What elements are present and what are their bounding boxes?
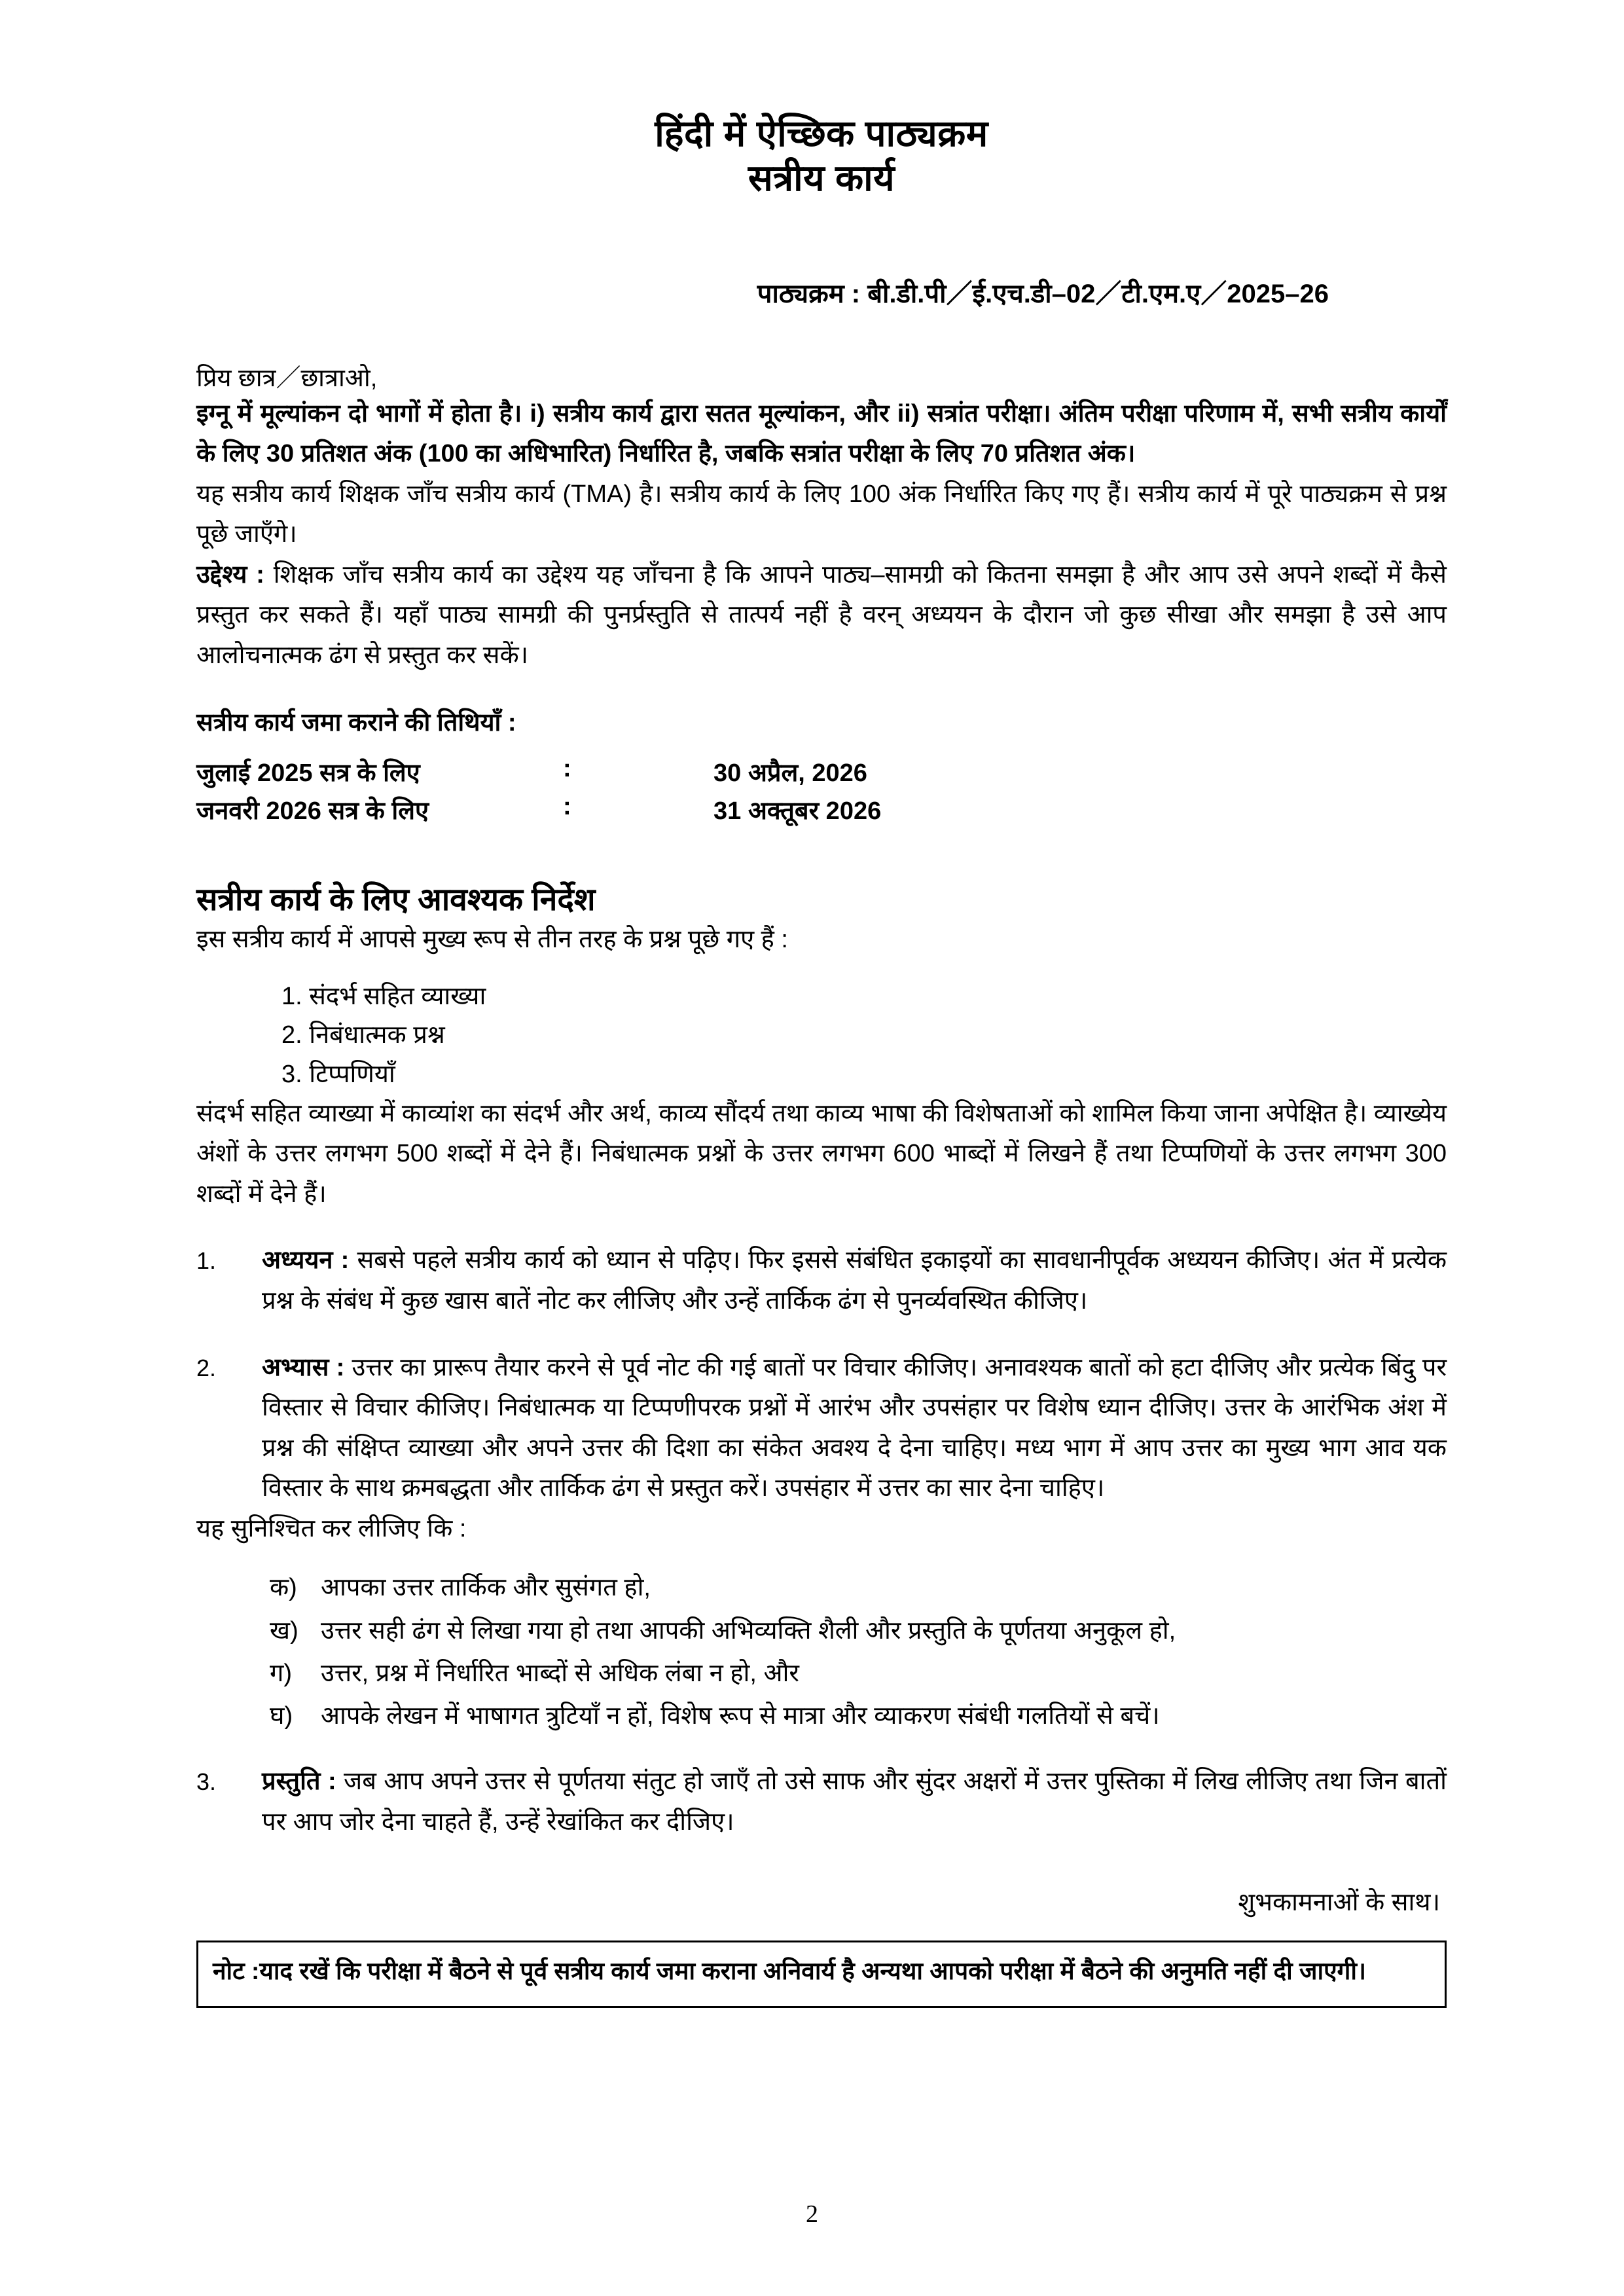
list-item: 1. संदर्भ सहित व्याख्या (281, 983, 486, 1010)
objective-label: उद्देश्य : (196, 560, 264, 589)
question-types-list (281, 977, 1447, 1094)
list-item (270, 1697, 1447, 1736)
list-item-letter: घ) (270, 1702, 293, 1730)
step-text: सबसे पहले सत्रीय कार्य को ध्यान से पढ़िए। फिर इससे संबंधित इकाइयों का सावधानीपूर्वक अध्ययन कीजिए। अंत में प्रत्येक प्रश्न के संबंध में कुछ खास बातें नोट कर लीजिए और उन्हें तार्किक ढंग से पुनर्व्यवस्थित कीजिए। (262, 1247, 1447, 1315)
salutation: प्रिय छात्र／छात्राओ, (196, 364, 378, 392)
step-label: अध्ययन : (262, 1247, 350, 1275)
closing-line: शुभकामनाओं के साथ। (1238, 1889, 1440, 1917)
instructions-heading: सत्रीय कार्य के लिए आवश्यक निर्देश (196, 883, 596, 918)
date-row-value: 31 अक्तूबर 2026 (713, 797, 882, 826)
submission-dates-heading: सत्रीय कार्य जमा कराने की तिथियाँ : (196, 709, 516, 737)
list-item (270, 1612, 1447, 1650)
step-label: प्रस्तुति : (262, 1768, 336, 1796)
list-item-letter: ख) (270, 1616, 298, 1645)
list-item-letter: क) (270, 1574, 297, 1602)
date-row-colon: : (563, 793, 571, 821)
title-line-1: हिंदी में ऐच्छिक पाठ्यक्रम (655, 113, 988, 154)
list-item (270, 1654, 1447, 1693)
submission-dates-table (196, 753, 881, 829)
ensure-intro: यह सुनिश्चित कर लीजिए कि : (196, 1514, 467, 1542)
objective-paragraph (196, 555, 1447, 676)
instruction-step-2 (196, 1348, 1447, 1509)
list-item: 2. निबंधात्मक प्रश्न (281, 1021, 445, 1049)
instruction-step-1 (196, 1241, 1447, 1321)
step-text: जब आप अपने उत्तर से पूर्णतया संतुट हो जाएँ तो उसे साफ और सुंदर अक्षरों में उत्तर पुस्तिका में लिख लीजिए तथा जिन बातों पर आप जोर देना चाहते हैं, उन्हें रेखांकित कर दीजिए। (262, 1768, 1447, 1836)
page-content (196, 0, 1447, 2008)
step-body (262, 1241, 1447, 1321)
date-row-label: जनवरी 2026 सत्र के लिए (196, 797, 429, 826)
instructions-intro: इस सत्रीय कार्य में आपसे मुख्य रूप से तीन तरह के प्रश्न पूछे गए हैं : (196, 926, 788, 954)
note-box (196, 1941, 1447, 2007)
list-item-letter: ग) (270, 1659, 293, 1687)
date-row-colon: : (563, 755, 571, 783)
list-item-text: उत्तर, प्रश्न में निर्धारित भाब्दों से अधिक लंबा न हो, और (321, 1659, 799, 1687)
note-inner (213, 1953, 1432, 1990)
table-row (196, 791, 881, 829)
document-title (196, 111, 1447, 201)
table-row (196, 753, 881, 791)
list-item-text: उत्तर सही ढंग से लिखा गया हो तथा आपकी अभिव्यक्ति शैली और प्रस्तुति के पूर्णतया अनुकूल हो, (321, 1616, 1176, 1645)
ensure-list (270, 1569, 1447, 1736)
date-row-label: जुलाई 2025 सत्र के लिए (196, 759, 420, 788)
step-body (262, 1348, 1447, 1509)
intro-paragraph-1: इग्नू में मूल्यांकन दो भागों में होता है। i) सत्रीय कार्य द्वारा सतत मूल्यांकन, और ii) सत्रांत परीक्षा। अंतिम परीक्षा परिणाम में, सभी सत्रीय कार्यों के लिए 30 प्रतिशत अंक (100 का अधिभारित) निर्धारित है, जबकि सत्रांत परीक्षा के लिए 70 प्रतिशत अंक। (196, 399, 1447, 468)
list-item: 3. टिप्पणियाँ (281, 1060, 395, 1088)
step-label: अभ्यास : (262, 1353, 345, 1381)
note-label: नोट : (213, 1958, 260, 1985)
course-code: पाठ्यक्रम : बी.डी.पी／ई.एच.डी–02／टी.एम.ए／2025–26 (757, 279, 1329, 308)
list-item (270, 1569, 1447, 1607)
intro-paragraph-2: यह सत्रीय कार्य शिक्षक जाँच सत्रीय कार्य (TMA) है। सत्रीय कार्य के लिए 100 अंक निर्धारित किए गए हैं। सत्रीय कार्य में पूरे पाठ्यक्रम से प्रश्न पूछे जाएँगे। (196, 480, 1447, 549)
word-limits-paragraph: संदर्भ सहित व्याख्या में काव्यांश का संदर्भ और अर्थ, काव्य सौंदर्य तथा काव्य भाषा की विशेषताओं को शामिल किया जाना अपेक्षित है। व्याख्येय अंशों के उत्तर लगभग 500 शब्दों में देने हैं। निबंधात्मक प्रश्नों के उत्तर लगभग 600 भाब्दों में लिखने हैं तथा टिप्पणियों के उत्तर लगभग 300 शब्दों में देने हैं। (196, 1099, 1447, 1208)
list-item-text: आपका उत्तर तार्किक और सुसंगत हो, (321, 1574, 651, 1602)
step-number: 3. (196, 1768, 217, 1796)
instruction-step-3 (196, 1762, 1447, 1842)
step-text: उत्तर का प्रारूप तैयार करने से पूर्व नोट की गई बातों पर विचार कीजिए। अनावश्यक बातों को हटा दीजिए और प्रत्येक बिंदु पर विस्तार से विचार कीजिए। निबंधात्मक या टिप्पणीपरक प्रश्नों में आरंभ और उपसंहार पर विशेष ध्यान दीजिए। उत्तर के आरंभिक अंश में प्रश्न की संक्षिप्त व्याख्या और अपने उत्तर की दिशा का संकेत अवश्य दे देना चाहिए। मध्य भाग में आप उत्तर का मुख्य भाग आव यक विस्तार के साथ क्रमबद्धता और तार्किक ढंग से प्रस्तुत करें। उपसंहार में उत्तर का सार देना चाहिए। (262, 1353, 1447, 1503)
page-number: 2 (806, 2200, 818, 2228)
step-body (262, 1762, 1447, 1842)
step-number: 1. (196, 1247, 217, 1275)
step-number: 2. (196, 1354, 217, 1381)
note-text: याद रखें कि परीक्षा में बैठने से पूर्व सत्रीय कार्य जमा कराना अनिवार्य है अन्यथा आपको परीक्षा में बैठने की अनुमति नहीं दी जाएगी। (259, 1958, 1366, 1985)
date-row-value: 30 अप्रैल, 2026 (713, 759, 867, 788)
objective-text: शिक्षक जाँच सत्रीय कार्य का उद्देश्य यह जाँचना है कि आपने पाठ्य–सामग्री को कितना समझा है और आप उसे अपने शब्दों में कैसे प्रस्तुत कर सकते हैं। यहाँ पाठ्य सामग्री की पुनर्प्रस्तुति से तात्पर्य नहीं है वरन् अध्ययन के दौरान जो कुछ सीखा और समझा है उसे आप आलोचनात्मक ढंग से प्रस्तुत कर सकें। (196, 560, 1447, 669)
title-line-2: सत्रीय कार्य (748, 157, 895, 199)
list-item-text: आपके लेखन में भाषागत त्रुटियाँ न हों, विशेष रूप से मात्रा और व्याकरण संबंधी गलतियों से बचें। (321, 1702, 1160, 1730)
